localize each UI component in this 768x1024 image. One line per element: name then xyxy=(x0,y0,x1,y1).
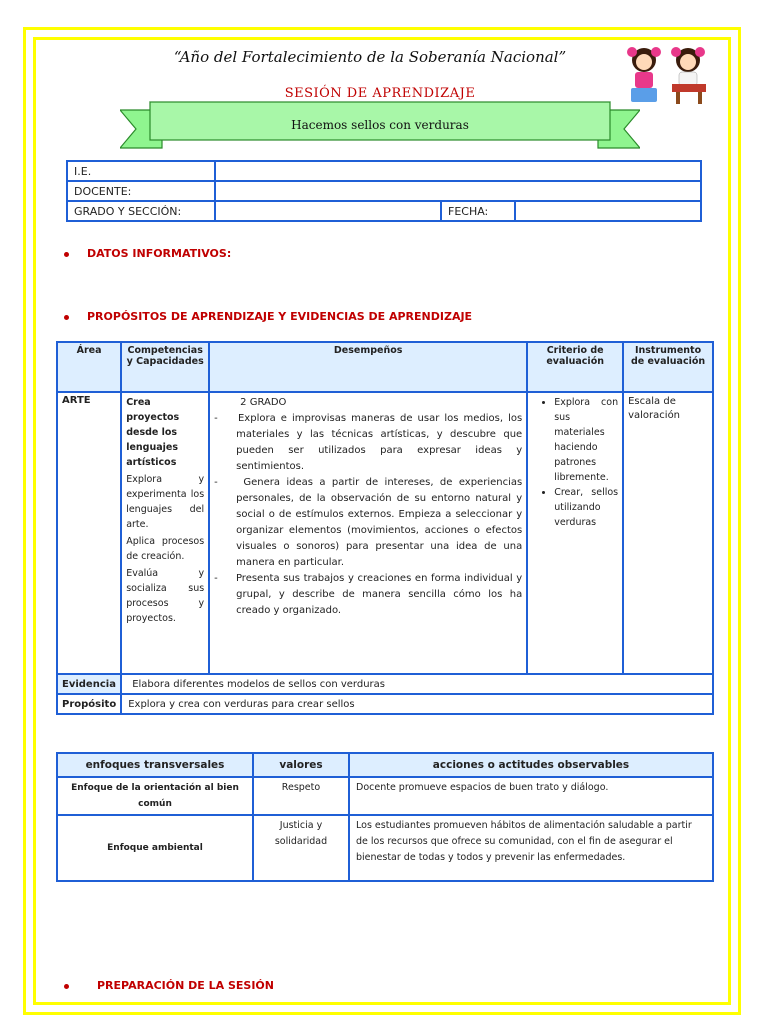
enfoque-valor: Justicia y solidaridad xyxy=(253,815,349,881)
section-propositos xyxy=(64,310,472,323)
enfoque-valor: Respeto xyxy=(253,777,349,815)
bullet-dot xyxy=(64,315,69,320)
area-cell: ARTE xyxy=(57,392,121,674)
header-desempenos: Desempeños xyxy=(209,342,527,392)
docente-label: DOCENTE: xyxy=(67,181,215,201)
header-valores: valores xyxy=(253,753,349,777)
bullet-dot xyxy=(64,252,69,257)
capacidad-2: Aplica procesos de creación. xyxy=(126,536,205,562)
instrumento-cell: Escala de valoración xyxy=(623,392,713,674)
year-title: “Año del Fortalecimiento de la Soberanía Nacional” xyxy=(173,48,567,66)
header-enfoques: enfoques transversales xyxy=(57,753,253,777)
enfoque-accion: Los estudiantes promueven hábitos de alimentación saludable a partir de los recursos que ofrece su comunidad, con el fin de asegurar el bienestar de todas y todos y prevenir las enfermedades. xyxy=(349,815,713,881)
header-area: Área xyxy=(57,342,121,392)
capacidad-1: Explora y experimenta los lenguajes del arte. xyxy=(126,474,205,530)
header-competencias: Competencias y Capacidades xyxy=(121,342,209,392)
session-title: SESIÓN DE APRENDIZAJE xyxy=(284,86,476,101)
dash-marker: - xyxy=(214,477,244,488)
section-preparacion-label: PREPARACIÓN DE LA SESIÓN xyxy=(97,979,274,992)
fecha-label: FECHA: xyxy=(441,201,515,221)
header-instrumento: Instrumento de evaluación xyxy=(623,342,713,392)
grado-label: 2 GRADO xyxy=(240,397,287,408)
dash-marker: - xyxy=(214,573,233,584)
evidencia-value: Elabora diferentes modelos de sellos con verduras xyxy=(121,674,713,694)
banner-title: Hacemos sellos con verduras xyxy=(291,118,469,132)
fecha-value[interactable] xyxy=(515,201,701,221)
enfoque-name: Enfoque ambiental xyxy=(57,815,253,881)
ie-value[interactable] xyxy=(215,161,701,181)
bullet-dot xyxy=(64,984,69,989)
desempeno-1-text: Explora e improvisas maneras de usar los medios, los materiales y las técnicas artísticas, y descubre que pueden ser utilizados para expresar ideas y sentimientos. xyxy=(236,413,523,472)
criterio-2: • Crear, sellos utilizando verduras xyxy=(554,485,618,530)
ie-label: I.E. xyxy=(67,161,215,181)
grado-label: GRADO Y SECCIÓN: xyxy=(67,201,215,221)
evidencia-label: Evidencia xyxy=(57,674,121,694)
header-acciones: acciones o actitudes observables xyxy=(349,753,713,777)
section-preparacion xyxy=(64,979,274,992)
learning-table xyxy=(56,341,714,715)
grado-value[interactable] xyxy=(215,201,441,221)
capacidad-3: Evalúa y socializa sus procesos y proyectos. xyxy=(126,568,205,624)
docente-value[interactable] xyxy=(215,181,701,201)
competencia-title: Crea proyectos desde los lenguajes artísticos xyxy=(126,397,180,468)
criterio-1: • Explora con sus materiales haciendo patrones libremente. xyxy=(554,395,618,485)
dash-marker: - xyxy=(214,413,238,424)
header-criterio: Criterio de evaluación xyxy=(527,342,623,392)
proposito-label: Propósito xyxy=(57,694,121,714)
enfoque-name: Enfoque de la orientación al bien común xyxy=(57,777,253,815)
desempeno-3-text: Presenta sus trabajos y creaciones en forma individual y grupal, y describe de manera sencilla cómo los ha creado y organizado. xyxy=(232,573,523,616)
enfoque-accion: Docente promueve espacios de buen trato y diálogo. xyxy=(349,777,713,815)
competencias-cell xyxy=(121,392,209,674)
desempeno-1 xyxy=(214,411,522,475)
section-propositos-label: PROPÓSITOS DE APRENDIZAJE Y EVIDENCIAS DE APRENDIZAJE xyxy=(87,310,473,323)
section-datos xyxy=(64,247,231,260)
enfoques-table xyxy=(56,752,714,882)
desempeno-2-text: Genera ideas a partir de intereses, de experiencias personales, de la observación de su entorno natural y social o de estímulos externos. Empieza a seleccionar y organizar elementos (movimientos, acciones o efectos visuales o sonoros) para presentar una idea de una manera en particular. xyxy=(236,477,523,568)
desempenos-cell xyxy=(209,392,527,674)
section-datos-label: DATOS INFORMATIVOS: xyxy=(87,247,232,260)
desempeno-2 xyxy=(214,475,522,571)
desempeno-3 xyxy=(214,571,522,619)
proposito-value: Explora y crea con verduras para crear sellos xyxy=(121,694,713,714)
info-table xyxy=(66,160,702,222)
criterio-cell xyxy=(527,392,623,674)
